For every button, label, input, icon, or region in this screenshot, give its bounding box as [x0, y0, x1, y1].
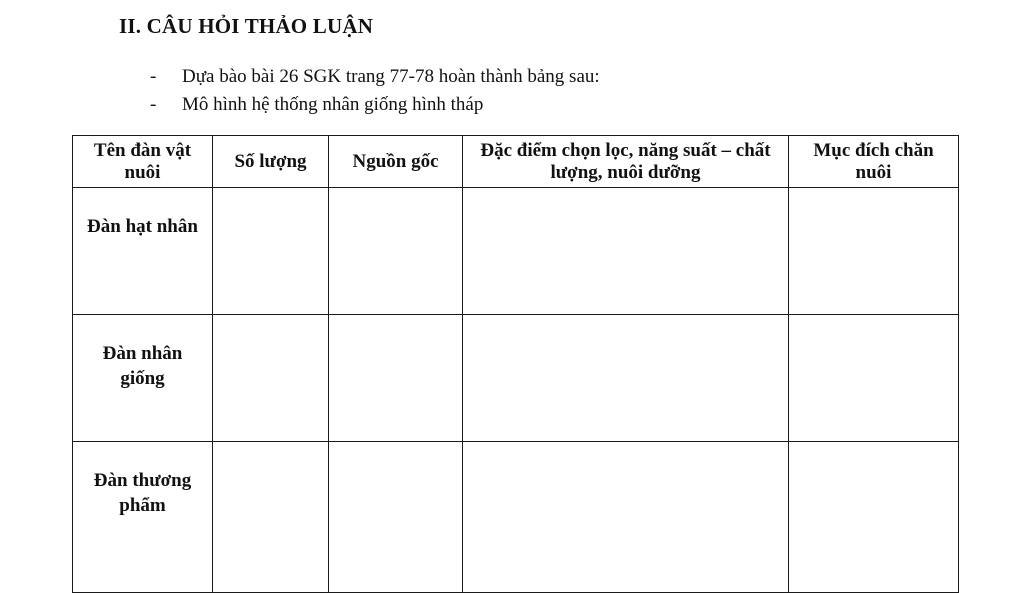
- column-header-purpose: Mục đích chăn nuôi: [789, 136, 959, 188]
- table-cell[interactable]: [213, 442, 329, 593]
- table-cell[interactable]: [463, 188, 789, 315]
- table-cell[interactable]: [213, 315, 329, 442]
- bullet-dash: -: [150, 94, 157, 115]
- column-header-herd-name: Tên đàn vật nuôi: [73, 136, 213, 188]
- table-cell[interactable]: [463, 442, 789, 593]
- row-label-nucleus-herd: Đàn hạt nhân: [73, 188, 213, 315]
- table-row: [73, 442, 959, 593]
- instruction-list: [150, 64, 600, 120]
- table-cell[interactable]: [213, 188, 329, 315]
- bullet-dash: -: [150, 66, 157, 87]
- instruction-text: Dựa bào bài 26 SGK trang 77-78 hoàn thành bảng sau:: [182, 66, 600, 87]
- column-header-quantity: Số lượng: [213, 136, 329, 188]
- row-label-commercial-herd: Đàn thương phẩm: [73, 442, 213, 593]
- section-title: II. CÂU HỎI THẢO LUẬN: [119, 14, 374, 38]
- table-cell[interactable]: [329, 315, 463, 442]
- table-cell[interactable]: [329, 442, 463, 593]
- table-cell[interactable]: [329, 188, 463, 315]
- table-row: [73, 188, 959, 315]
- instruction-item: [150, 92, 600, 120]
- instruction-item: [150, 64, 600, 92]
- table-row: [73, 315, 959, 442]
- table-cell[interactable]: [789, 315, 959, 442]
- instruction-text: Mô hình hệ thống nhân giống hình tháp: [182, 94, 484, 115]
- table-cell[interactable]: [789, 188, 959, 315]
- column-header-characteristics: Đặc điểm chọn lọc, năng suất – chất lượng, nuôi dưỡng: [463, 136, 789, 188]
- row-label-multiplier-herd: Đàn nhân giống: [73, 315, 213, 442]
- livestock-table: [72, 135, 959, 593]
- table-header-row: [73, 136, 959, 188]
- table-cell[interactable]: [789, 442, 959, 593]
- table-cell[interactable]: [463, 315, 789, 442]
- column-header-origin: Nguồn gốc: [329, 136, 463, 188]
